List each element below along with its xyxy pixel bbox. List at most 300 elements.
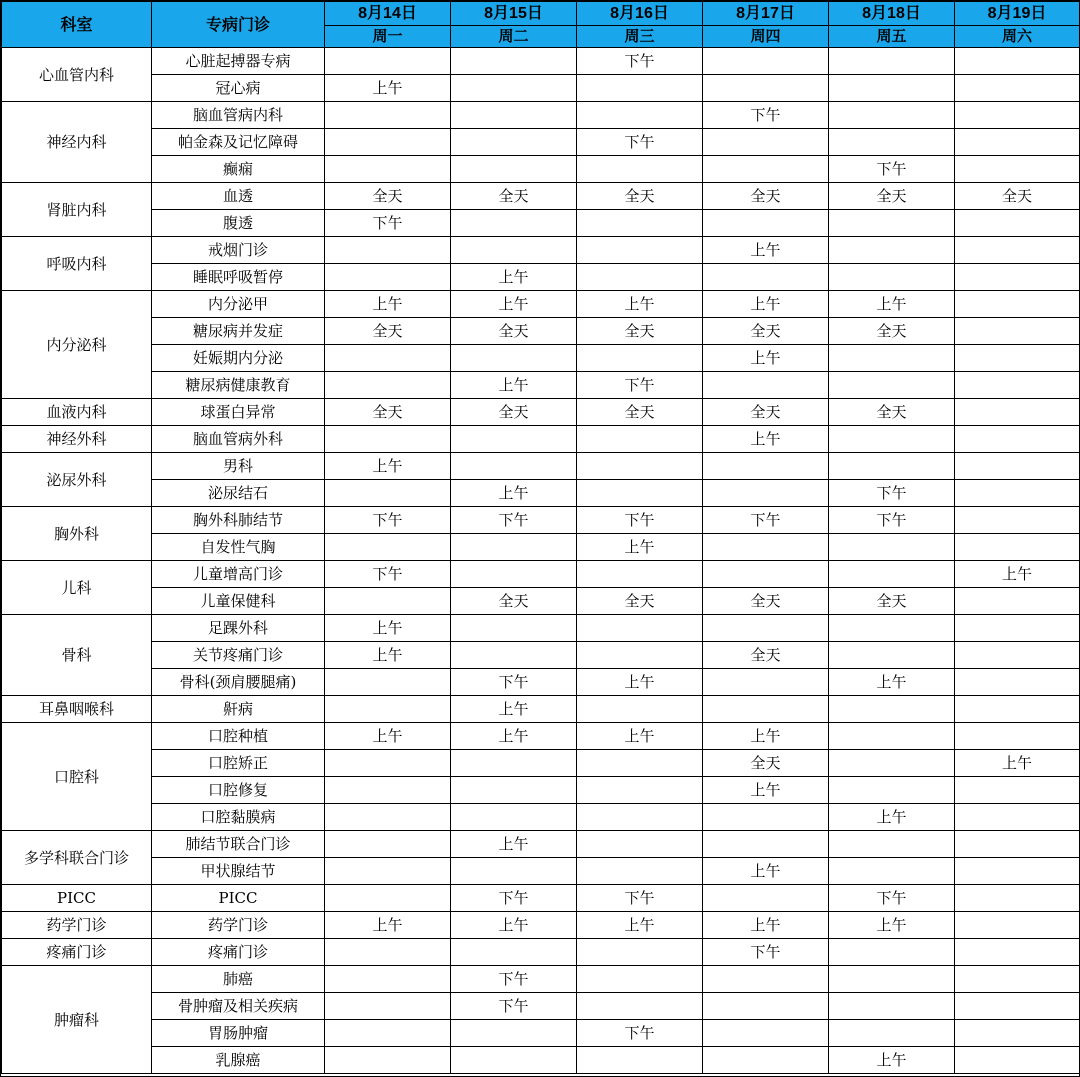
schedule-cell: 全天 <box>955 183 1080 210</box>
schedule-cell <box>451 345 577 372</box>
schedule-cell <box>325 156 451 183</box>
schedule-cell: 下午 <box>829 480 955 507</box>
schedule-cell <box>325 777 451 804</box>
table-row <box>2 426 1080 453</box>
clinic-cell: 肺结节联合门诊 <box>152 831 325 858</box>
schedule-cell: 全天 <box>451 318 577 345</box>
schedule-cell: 全天 <box>325 183 451 210</box>
schedule-cell: 上午 <box>325 453 451 480</box>
schedule-cell: 全天 <box>703 642 829 669</box>
schedule-cell: 全天 <box>451 399 577 426</box>
schedule-cell <box>955 345 1080 372</box>
schedule-cell <box>577 777 703 804</box>
clinic-cell: 球蛋白异常 <box>152 399 325 426</box>
clinic-cell: 甲状腺结节 <box>152 858 325 885</box>
schedule-cell <box>451 939 577 966</box>
schedule-cell <box>703 372 829 399</box>
schedule-cell: 上午 <box>451 831 577 858</box>
table-row <box>2 291 1080 318</box>
table-row <box>2 507 1080 534</box>
table-row <box>2 669 1080 696</box>
schedule-cell: 全天 <box>577 318 703 345</box>
department-cell: 肿瘤科 <box>2 966 152 1074</box>
schedule-cell <box>451 453 577 480</box>
schedule-cell <box>325 237 451 264</box>
schedule-cell: 上午 <box>325 291 451 318</box>
clinic-cell: 胃肠肿瘤 <box>152 1020 325 1047</box>
table-row <box>2 183 1080 210</box>
table-row <box>2 1020 1080 1047</box>
schedule-cell <box>829 561 955 588</box>
schedule-cell: 上午 <box>325 642 451 669</box>
schedule-cell: 上午 <box>451 480 577 507</box>
department-cell: 泌尿外科 <box>2 453 152 507</box>
schedule-cell <box>955 129 1080 156</box>
header-weekday: 周四 <box>703 26 829 48</box>
schedule-cell <box>703 669 829 696</box>
schedule-cell <box>325 939 451 966</box>
schedule-cell <box>955 777 1080 804</box>
schedule-cell <box>577 939 703 966</box>
department-cell: 心血管内科 <box>2 48 152 102</box>
schedule-cell <box>451 858 577 885</box>
header-weekday: 周一 <box>325 26 451 48</box>
department-cell: 神经外科 <box>2 426 152 453</box>
schedule-cell <box>955 939 1080 966</box>
schedule-cell <box>955 75 1080 102</box>
schedule-cell <box>955 804 1080 831</box>
schedule-cell <box>325 993 451 1020</box>
header-department: 科室 <box>2 2 152 48</box>
clinic-cell: 内分泌甲 <box>152 291 325 318</box>
department-cell: 耳鼻咽喉科 <box>2 696 152 723</box>
schedule-cell <box>325 102 451 129</box>
schedule-cell <box>955 615 1080 642</box>
schedule-cell <box>955 291 1080 318</box>
department-cell: 神经内科 <box>2 102 152 183</box>
schedule-cell <box>703 831 829 858</box>
clinic-cell: 妊娠期内分泌 <box>152 345 325 372</box>
table-row <box>2 399 1080 426</box>
schedule-cell <box>829 858 955 885</box>
schedule-cell <box>955 480 1080 507</box>
schedule-cell <box>451 48 577 75</box>
schedule-cell: 上午 <box>577 912 703 939</box>
schedule-cell: 上午 <box>451 723 577 750</box>
schedule-cell <box>451 615 577 642</box>
schedule-cell <box>325 858 451 885</box>
schedule-cell: 上午 <box>451 291 577 318</box>
schedule-cell <box>577 75 703 102</box>
schedule-cell <box>703 210 829 237</box>
schedule-cell: 上午 <box>703 777 829 804</box>
schedule-cell <box>829 453 955 480</box>
table-row <box>2 885 1080 912</box>
table-row <box>2 723 1080 750</box>
schedule-cell <box>703 534 829 561</box>
schedule-cell <box>955 372 1080 399</box>
clinic-cell: 泌尿结石 <box>152 480 325 507</box>
schedule-cell <box>829 831 955 858</box>
clinic-cell: 肺癌 <box>152 966 325 993</box>
schedule-cell <box>325 588 451 615</box>
schedule-cell <box>703 48 829 75</box>
schedule-cell <box>703 696 829 723</box>
clinic-cell: 胸外科肺结节 <box>152 507 325 534</box>
schedule-cell <box>955 453 1080 480</box>
department-cell: 骨科 <box>2 615 152 696</box>
schedule-cell <box>955 1047 1080 1074</box>
clinic-cell: 心脏起搏器专病 <box>152 48 325 75</box>
header-date: 8月16日 <box>577 2 703 26</box>
schedule-cell: 下午 <box>451 507 577 534</box>
schedule-cell: 下午 <box>325 210 451 237</box>
schedule-cell: 上午 <box>325 723 451 750</box>
schedule-cell <box>955 723 1080 750</box>
clinic-cell: 自发性气胸 <box>152 534 325 561</box>
schedule-cell: 上午 <box>703 237 829 264</box>
schedule-cell <box>577 966 703 993</box>
schedule-cell: 全天 <box>703 183 829 210</box>
schedule-cell <box>577 993 703 1020</box>
table-row <box>2 588 1080 615</box>
clinic-schedule-table <box>1 1 1080 1074</box>
schedule-cell <box>955 831 1080 858</box>
schedule-cell: 下午 <box>829 885 955 912</box>
schedule-cell <box>829 534 955 561</box>
schedule-cell <box>955 642 1080 669</box>
schedule-cell <box>829 426 955 453</box>
schedule-cell <box>955 399 1080 426</box>
schedule-cell: 上午 <box>325 912 451 939</box>
schedule-cell <box>577 453 703 480</box>
schedule-cell <box>325 1020 451 1047</box>
schedule-cell <box>325 129 451 156</box>
schedule-cell <box>955 669 1080 696</box>
schedule-cell: 下午 <box>451 885 577 912</box>
clinic-cell: 冠心病 <box>152 75 325 102</box>
schedule-cell <box>325 804 451 831</box>
schedule-cell <box>577 264 703 291</box>
schedule-cell: 下午 <box>577 507 703 534</box>
schedule-cell <box>703 75 829 102</box>
schedule-cell <box>325 345 451 372</box>
header-weekday: 周五 <box>829 26 955 48</box>
table-row <box>2 318 1080 345</box>
clinic-cell: 鼾病 <box>152 696 325 723</box>
clinic-cell: 儿童保健科 <box>152 588 325 615</box>
schedule-cell <box>451 129 577 156</box>
schedule-cell: 上午 <box>955 561 1080 588</box>
schedule-cell: 上午 <box>829 669 955 696</box>
schedule-cell <box>829 723 955 750</box>
table-row <box>2 858 1080 885</box>
schedule-cell: 上午 <box>703 912 829 939</box>
schedule-cell <box>829 210 955 237</box>
clinic-cell: 乳腺癌 <box>152 1047 325 1074</box>
schedule-cell: 全天 <box>703 399 829 426</box>
header-clinic: 专病门诊 <box>152 2 325 48</box>
schedule-cell: 上午 <box>829 912 955 939</box>
header-weekday: 周三 <box>577 26 703 48</box>
schedule-cell: 上午 <box>577 534 703 561</box>
schedule-cell <box>829 129 955 156</box>
schedule-body <box>2 48 1080 1074</box>
clinic-cell: 戒烟门诊 <box>152 237 325 264</box>
schedule-cell <box>451 642 577 669</box>
schedule-cell: 上午 <box>451 264 577 291</box>
schedule-cell: 全天 <box>829 588 955 615</box>
schedule-cell <box>577 804 703 831</box>
schedule-cell <box>703 966 829 993</box>
clinic-cell: 足踝外科 <box>152 615 325 642</box>
schedule-cell <box>451 750 577 777</box>
header-weekday: 周六 <box>955 26 1080 48</box>
schedule-cell <box>829 372 955 399</box>
schedule-cell: 下午 <box>577 1020 703 1047</box>
schedule-cell: 全天 <box>451 588 577 615</box>
schedule-cell: 下午 <box>325 561 451 588</box>
clinic-cell: 儿童增高门诊 <box>152 561 325 588</box>
schedule-cell: 全天 <box>577 399 703 426</box>
schedule-cell: 上午 <box>955 750 1080 777</box>
schedule-cell <box>703 993 829 1020</box>
schedule-cell <box>829 102 955 129</box>
schedule-cell: 上午 <box>451 696 577 723</box>
clinic-cell: 骨科(颈肩腰腿痛) <box>152 669 325 696</box>
schedule-cell <box>703 615 829 642</box>
table-row <box>2 777 1080 804</box>
table-row <box>2 831 1080 858</box>
schedule-cell: 全天 <box>829 399 955 426</box>
schedule-cell <box>451 1047 577 1074</box>
table-row <box>2 912 1080 939</box>
clinic-cell: 帕金森及记忆障碍 <box>152 129 325 156</box>
schedule-cell: 全天 <box>829 183 955 210</box>
schedule-cell: 全天 <box>577 588 703 615</box>
schedule-cell <box>829 1020 955 1047</box>
schedule-cell <box>577 561 703 588</box>
schedule-cell <box>703 885 829 912</box>
clinic-cell: 男科 <box>152 453 325 480</box>
schedule-cell <box>955 426 1080 453</box>
schedule-cell <box>451 210 577 237</box>
schedule-cell <box>577 426 703 453</box>
clinic-cell: 骨肿瘤及相关疾病 <box>152 993 325 1020</box>
table-row <box>2 696 1080 723</box>
schedule-cell <box>829 75 955 102</box>
schedule-cell <box>325 48 451 75</box>
schedule-cell: 上午 <box>829 1047 955 1074</box>
department-cell: 血液内科 <box>2 399 152 426</box>
schedule-cell <box>325 534 451 561</box>
schedule-cell: 上午 <box>703 426 829 453</box>
header-date: 8月19日 <box>955 2 1080 26</box>
schedule-cell <box>829 696 955 723</box>
schedule-cell <box>577 750 703 777</box>
table-row <box>2 615 1080 642</box>
schedule-cell <box>955 210 1080 237</box>
schedule-cell <box>577 615 703 642</box>
schedule-cell: 下午 <box>703 507 829 534</box>
schedule-cell <box>703 480 829 507</box>
schedule-cell <box>325 1047 451 1074</box>
department-cell: PICC <box>2 885 152 912</box>
schedule-cell <box>703 129 829 156</box>
clinic-cell: 腹透 <box>152 210 325 237</box>
schedule-cell: 上午 <box>703 291 829 318</box>
schedule-cell <box>829 993 955 1020</box>
schedule-cell <box>703 804 829 831</box>
clinic-cell: 药学门诊 <box>152 912 325 939</box>
schedule-cell <box>451 534 577 561</box>
clinic-cell: 血透 <box>152 183 325 210</box>
table-row <box>2 453 1080 480</box>
schedule-cell <box>829 642 955 669</box>
schedule-cell <box>955 156 1080 183</box>
schedule-cell <box>955 264 1080 291</box>
table-row <box>2 237 1080 264</box>
clinic-cell: 口腔矫正 <box>152 750 325 777</box>
schedule-cell <box>325 966 451 993</box>
schedule-cell: 上午 <box>703 345 829 372</box>
header-date: 8月15日 <box>451 2 577 26</box>
schedule-cell: 全天 <box>829 318 955 345</box>
department-cell: 肾脏内科 <box>2 183 152 237</box>
schedule-cell <box>955 588 1080 615</box>
table-row <box>2 993 1080 1020</box>
schedule-cell <box>955 507 1080 534</box>
clinic-cell: 口腔修复 <box>152 777 325 804</box>
department-cell: 儿科 <box>2 561 152 615</box>
department-cell: 药学门诊 <box>2 912 152 939</box>
schedule-cell <box>325 264 451 291</box>
schedule-cell <box>829 750 955 777</box>
schedule-cell <box>703 156 829 183</box>
schedule-cell <box>955 966 1080 993</box>
table-row <box>2 1047 1080 1074</box>
department-cell: 胸外科 <box>2 507 152 561</box>
schedule-cell <box>451 777 577 804</box>
schedule-cell <box>955 1020 1080 1047</box>
schedule-cell <box>829 777 955 804</box>
schedule-cell <box>451 102 577 129</box>
table-row <box>2 750 1080 777</box>
clinic-cell: 疼痛门诊 <box>152 939 325 966</box>
schedule-cell <box>829 345 955 372</box>
table-row <box>2 480 1080 507</box>
clinic-cell: 脑血管病内科 <box>152 102 325 129</box>
schedule-cell <box>451 804 577 831</box>
schedule-cell <box>955 912 1080 939</box>
header-date-row <box>2 2 1080 26</box>
schedule-cell <box>829 48 955 75</box>
clinic-cell: 口腔黏膜病 <box>152 804 325 831</box>
clinic-cell: 糖尿病并发症 <box>152 318 325 345</box>
table-row <box>2 75 1080 102</box>
schedule-cell <box>451 156 577 183</box>
schedule-cell <box>829 615 955 642</box>
schedule-cell <box>325 480 451 507</box>
schedule-cell <box>955 48 1080 75</box>
schedule-cell: 下午 <box>829 507 955 534</box>
department-cell: 呼吸内科 <box>2 237 152 291</box>
schedule-cell <box>955 885 1080 912</box>
table-row <box>2 264 1080 291</box>
schedule-cell <box>325 885 451 912</box>
department-cell: 多学科联合门诊 <box>2 831 152 885</box>
department-cell: 口腔科 <box>2 723 152 831</box>
header-date: 8月14日 <box>325 2 451 26</box>
table-row <box>2 129 1080 156</box>
schedule-cell <box>325 669 451 696</box>
schedule-cell <box>577 237 703 264</box>
schedule-cell: 下午 <box>451 669 577 696</box>
schedule-cell: 上午 <box>577 669 703 696</box>
schedule-cell <box>325 696 451 723</box>
schedule-cell <box>451 561 577 588</box>
table-row <box>2 210 1080 237</box>
schedule-cell <box>829 939 955 966</box>
schedule-cell <box>325 750 451 777</box>
schedule-cell: 全天 <box>577 183 703 210</box>
clinic-cell: 癫痫 <box>152 156 325 183</box>
schedule-cell <box>577 642 703 669</box>
schedule-cell <box>703 264 829 291</box>
schedule-cell <box>577 831 703 858</box>
schedule-cell <box>577 480 703 507</box>
clinic-cell: 睡眠呼吸暂停 <box>152 264 325 291</box>
schedule-cell: 下午 <box>577 48 703 75</box>
schedule-cell <box>703 1020 829 1047</box>
schedule-cell: 上午 <box>451 912 577 939</box>
schedule-cell <box>577 1047 703 1074</box>
schedule-cell: 全天 <box>325 318 451 345</box>
schedule-cell: 下午 <box>325 507 451 534</box>
schedule-cell: 全天 <box>325 399 451 426</box>
schedule-cell: 上午 <box>325 75 451 102</box>
schedule-cell <box>955 237 1080 264</box>
table-row <box>2 561 1080 588</box>
schedule-cell <box>577 858 703 885</box>
schedule-cell: 全天 <box>703 750 829 777</box>
schedule-cell <box>451 1020 577 1047</box>
schedule-cell <box>325 831 451 858</box>
table-row <box>2 534 1080 561</box>
schedule-cell <box>451 237 577 264</box>
schedule-cell: 下午 <box>577 885 703 912</box>
schedule-cell: 全天 <box>451 183 577 210</box>
clinic-cell: 口腔种植 <box>152 723 325 750</box>
schedule-cell: 上午 <box>703 858 829 885</box>
schedule-cell: 上午 <box>577 291 703 318</box>
table-row <box>2 156 1080 183</box>
schedule-cell <box>829 264 955 291</box>
table-row <box>2 939 1080 966</box>
schedule-cell <box>955 102 1080 129</box>
table-row <box>2 804 1080 831</box>
schedule-cell <box>577 102 703 129</box>
schedule-cell <box>829 237 955 264</box>
schedule-cell: 全天 <box>703 588 829 615</box>
schedule-cell: 下午 <box>577 372 703 399</box>
schedule-cell <box>325 372 451 399</box>
schedule-cell: 下午 <box>829 156 955 183</box>
schedule-cell: 下午 <box>451 993 577 1020</box>
clinic-cell: PICC <box>152 885 325 912</box>
schedule-cell: 上午 <box>325 615 451 642</box>
schedule-cell <box>577 345 703 372</box>
